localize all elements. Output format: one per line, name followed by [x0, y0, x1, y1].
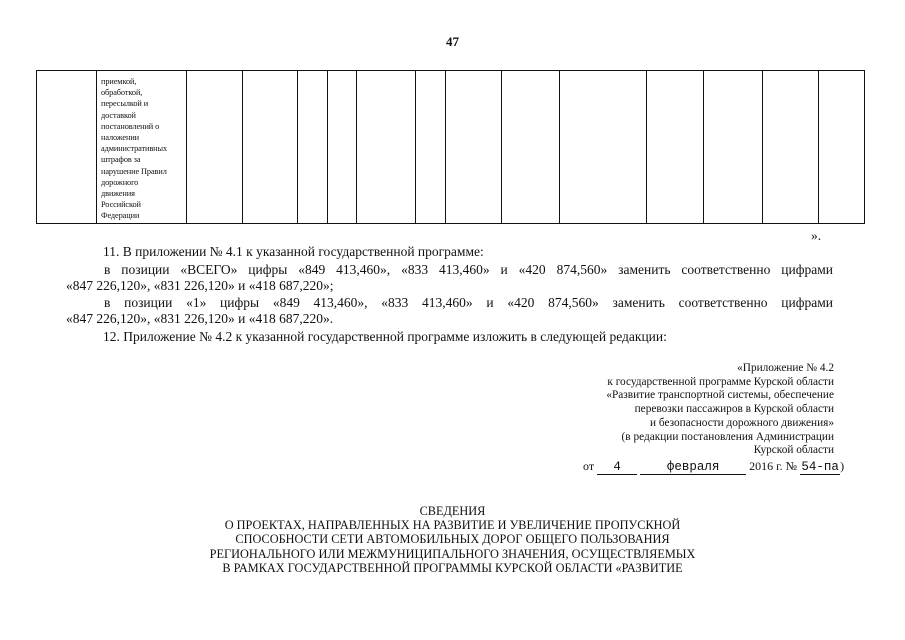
appendix-line: перевозки пассажиров в Курской области [634, 403, 834, 416]
table-cell [97, 71, 187, 224]
table-cell [357, 71, 416, 224]
item-11-one-line2: «847 226,120», «831 226,120» и «418 687,220». [66, 311, 334, 326]
document-title [0, 504, 905, 575]
table-cell [446, 71, 502, 224]
table-fragment [36, 70, 865, 224]
title-line: СВЕДЕНИЯ [419, 504, 486, 518]
table-cell [819, 71, 865, 224]
page-number: 47 [446, 34, 459, 49]
appendix-line: Курской области [753, 444, 834, 457]
table-cell [328, 71, 357, 224]
title-line: СПОСОБНОСТИ СЕТИ АВТОМОБИЛЬНЫХ ДОРОГ ОБЩЕГО ПОЛЬЗОВАНИЯ [235, 532, 670, 547]
item-12: 12. Приложение № 4.2 к указанной государственной программе изложить в следующей редакции: [103, 329, 667, 344]
item-11-one-line1: в позиции «1» цифры «849 413,460», «833 413,460» и «420 874,560» заменить соответственно цифрами [104, 295, 833, 310]
appendix-line: «Приложение № 4.2 [737, 362, 834, 374]
cell-description: приемкой, обработкой, пересылкой и доставкой постановлений о наложении административных штрафов за нарушение Правил дорожного движения Российской Федерации [101, 77, 168, 221]
table-cell [416, 71, 446, 224]
appendix-line: (в редакции постановления Администрации [621, 430, 834, 443]
decree-number: 54-па [801, 460, 839, 474]
decree-line [583, 459, 844, 475]
item-11-heading: 11. В приложении № 4.1 к указанной государственной программе: [103, 244, 484, 259]
decree-from-label: от [583, 459, 595, 473]
item-11-vsego-line2: «847 226,120», «831 226,120» и «418 687,220»; [66, 278, 334, 293]
item-11-vsego-line1: в позиции «ВСЕГО» цифры «849 413,460», «833 413,460» и «420 874,560» заменить соответственно цифрами [104, 262, 833, 277]
table-cell [560, 71, 647, 224]
title-line: В РАМКАХ ГОСУДАРСТВЕННОЙ ПРОГРАММЫ КУРСКОЙ ОБЛАСТИ «РАЗВИТИЕ [222, 560, 683, 575]
table-cell [763, 71, 819, 224]
table-cell [37, 71, 97, 224]
table-cell [704, 71, 763, 224]
table-cell [243, 71, 298, 224]
closing-quote: ». [811, 228, 822, 243]
appendix-line: к государственной программе Курской области [607, 375, 834, 388]
decree-day: 4 [597, 461, 637, 475]
table-row [37, 71, 865, 224]
appendix-header [606, 362, 834, 458]
table-cell [647, 71, 704, 224]
title-line: РЕГИОНАЛЬНОГО ИЛИ МЕЖМУНИЦИПАЛЬНОГО ЗНАЧЕНИЯ, ОСУЩЕСТВЛЯЕМЫХ [209, 546, 696, 561]
table-cell [298, 71, 328, 224]
appendix-line: «Развитие транспортной системы, обеспечение [606, 389, 834, 402]
decree-closing: ) [840, 459, 845, 473]
title-line: О ПРОЕКТАХ, НАПРАВЛЕННЫХ НА РАЗВИТИЕ И УВЕЛИЧЕНИЕ ПРОПУСКНОЙ [224, 518, 681, 533]
appendix-line: и безопасности дорожного движения» [649, 416, 834, 429]
decree-month: февраля [640, 461, 746, 475]
table-cell [187, 71, 243, 224]
decree-year: 2016 г. № [749, 459, 798, 473]
table-cell [502, 71, 560, 224]
